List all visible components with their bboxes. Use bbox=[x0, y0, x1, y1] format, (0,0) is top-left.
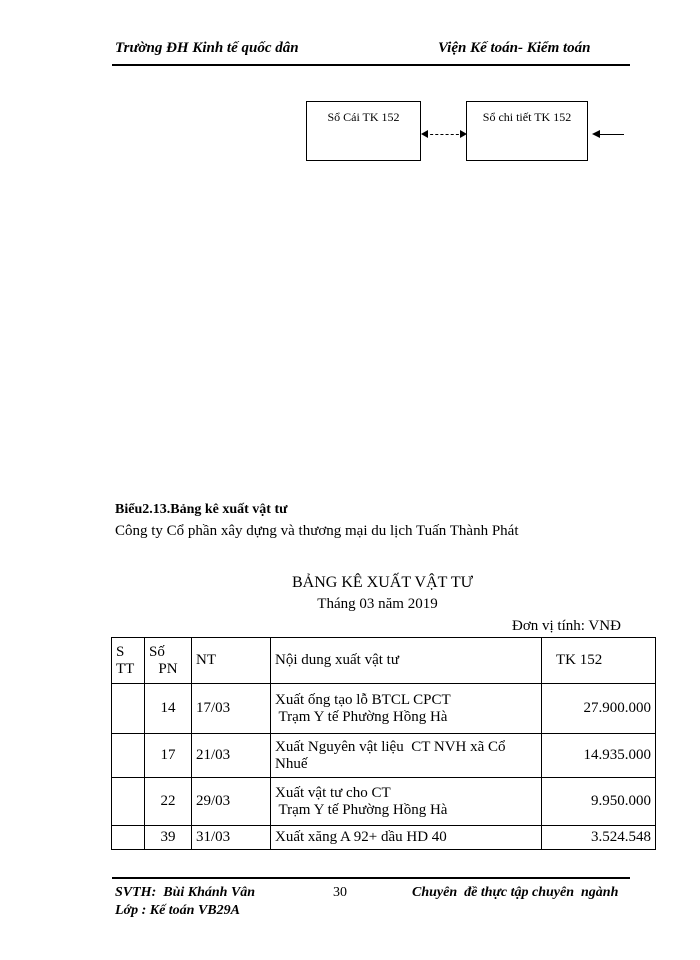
row-content-line2: Nhuế bbox=[275, 755, 308, 772]
table-row bbox=[112, 734, 656, 778]
row-nt: 31/03 bbox=[192, 826, 271, 850]
document-period: Tháng 03 năm 2019 bbox=[317, 596, 438, 612]
arrow-left-icon bbox=[421, 130, 428, 138]
row-stt bbox=[112, 734, 145, 778]
row-content-line2: Trạm Y tế Phường Hồng Hà bbox=[275, 708, 448, 725]
footer-student: SVTH: Bùi Khánh Vân bbox=[115, 885, 256, 900]
document-title: BẢNG KÊ XUẤT VẬT TƯ bbox=[291, 574, 473, 591]
footer-report-type: Chuyên đề thực tập chuyên ngành bbox=[412, 885, 619, 900]
row-pn: 14 bbox=[145, 684, 192, 734]
company-name: Công ty Cổ phần xây dựng và thương mại du lịch Tuấn Thành Phát bbox=[115, 523, 519, 539]
row-pn: 39 bbox=[145, 826, 192, 850]
header-pn-line1: Số bbox=[149, 643, 165, 660]
row-content-line1: Xuất Nguyên vật liệu CT NVH xã Cổ bbox=[275, 738, 506, 755]
header-divider bbox=[112, 64, 630, 66]
table-row bbox=[112, 778, 656, 826]
header-pn-line2: PN bbox=[158, 660, 178, 677]
row-stt bbox=[112, 778, 145, 826]
row-amount: 3.524.548 bbox=[542, 826, 656, 850]
row-content bbox=[271, 778, 542, 826]
footer-class: Lớp : Kế toán VB29A bbox=[115, 903, 240, 918]
header-stt-line1: S bbox=[116, 643, 125, 660]
material-issue-table bbox=[111, 637, 656, 850]
table-header-row bbox=[112, 638, 656, 684]
row-nt: 29/03 bbox=[192, 778, 271, 826]
row-pn: 22 bbox=[145, 778, 192, 826]
header-institute: Viện Kế toán- Kiểm toán bbox=[438, 40, 591, 56]
row-amount: 14.935.000 bbox=[542, 734, 656, 778]
table-row bbox=[112, 826, 656, 850]
header-tk152: TK 152 bbox=[542, 638, 656, 684]
detail-ledger-box: Sổ chi tiết TK 152 bbox=[466, 101, 588, 161]
row-amount: 27.900.000 bbox=[542, 684, 656, 734]
incoming-arrow-line bbox=[600, 134, 624, 135]
row-content-line1: Xuất ống tạo lỗ BTCL CPCT bbox=[275, 691, 451, 708]
header-nt: NT bbox=[192, 638, 271, 684]
table-row bbox=[112, 684, 656, 734]
ledger-box: Sổ Cái TK 152 bbox=[306, 101, 421, 161]
row-stt bbox=[112, 684, 145, 734]
header-content: Nội dung xuất vật tư bbox=[271, 638, 542, 684]
header-stt bbox=[112, 638, 145, 684]
header-stt-line2: TT bbox=[116, 660, 135, 677]
figure-caption: Biểu2.13.Bảng kê xuất vật tư bbox=[115, 502, 288, 517]
currency-unit: Đơn vị tính: VNĐ bbox=[512, 618, 621, 634]
page-number: 30 bbox=[333, 885, 347, 900]
incoming-arrow-icon bbox=[592, 130, 600, 138]
row-content-line2: Trạm Y tế Phường Hồng Hà bbox=[275, 801, 448, 818]
footer-divider bbox=[112, 877, 630, 879]
header-school: Trường ĐH Kinh tế quốc dân bbox=[115, 40, 299, 56]
row-nt: 17/03 bbox=[192, 684, 271, 734]
row-content bbox=[271, 734, 542, 778]
row-amount: 9.950.000 bbox=[542, 778, 656, 826]
row-pn: 17 bbox=[145, 734, 192, 778]
dashed-connector bbox=[425, 134, 464, 135]
row-content: Xuất xăng A 92+ dầu HD 40 bbox=[271, 826, 542, 850]
row-nt: 21/03 bbox=[192, 734, 271, 778]
row-content bbox=[271, 684, 542, 734]
row-content-line1: Xuất vật tư cho CT bbox=[275, 784, 391, 801]
header-pn bbox=[145, 638, 192, 684]
row-stt bbox=[112, 826, 145, 850]
arrow-right-icon bbox=[460, 130, 467, 138]
